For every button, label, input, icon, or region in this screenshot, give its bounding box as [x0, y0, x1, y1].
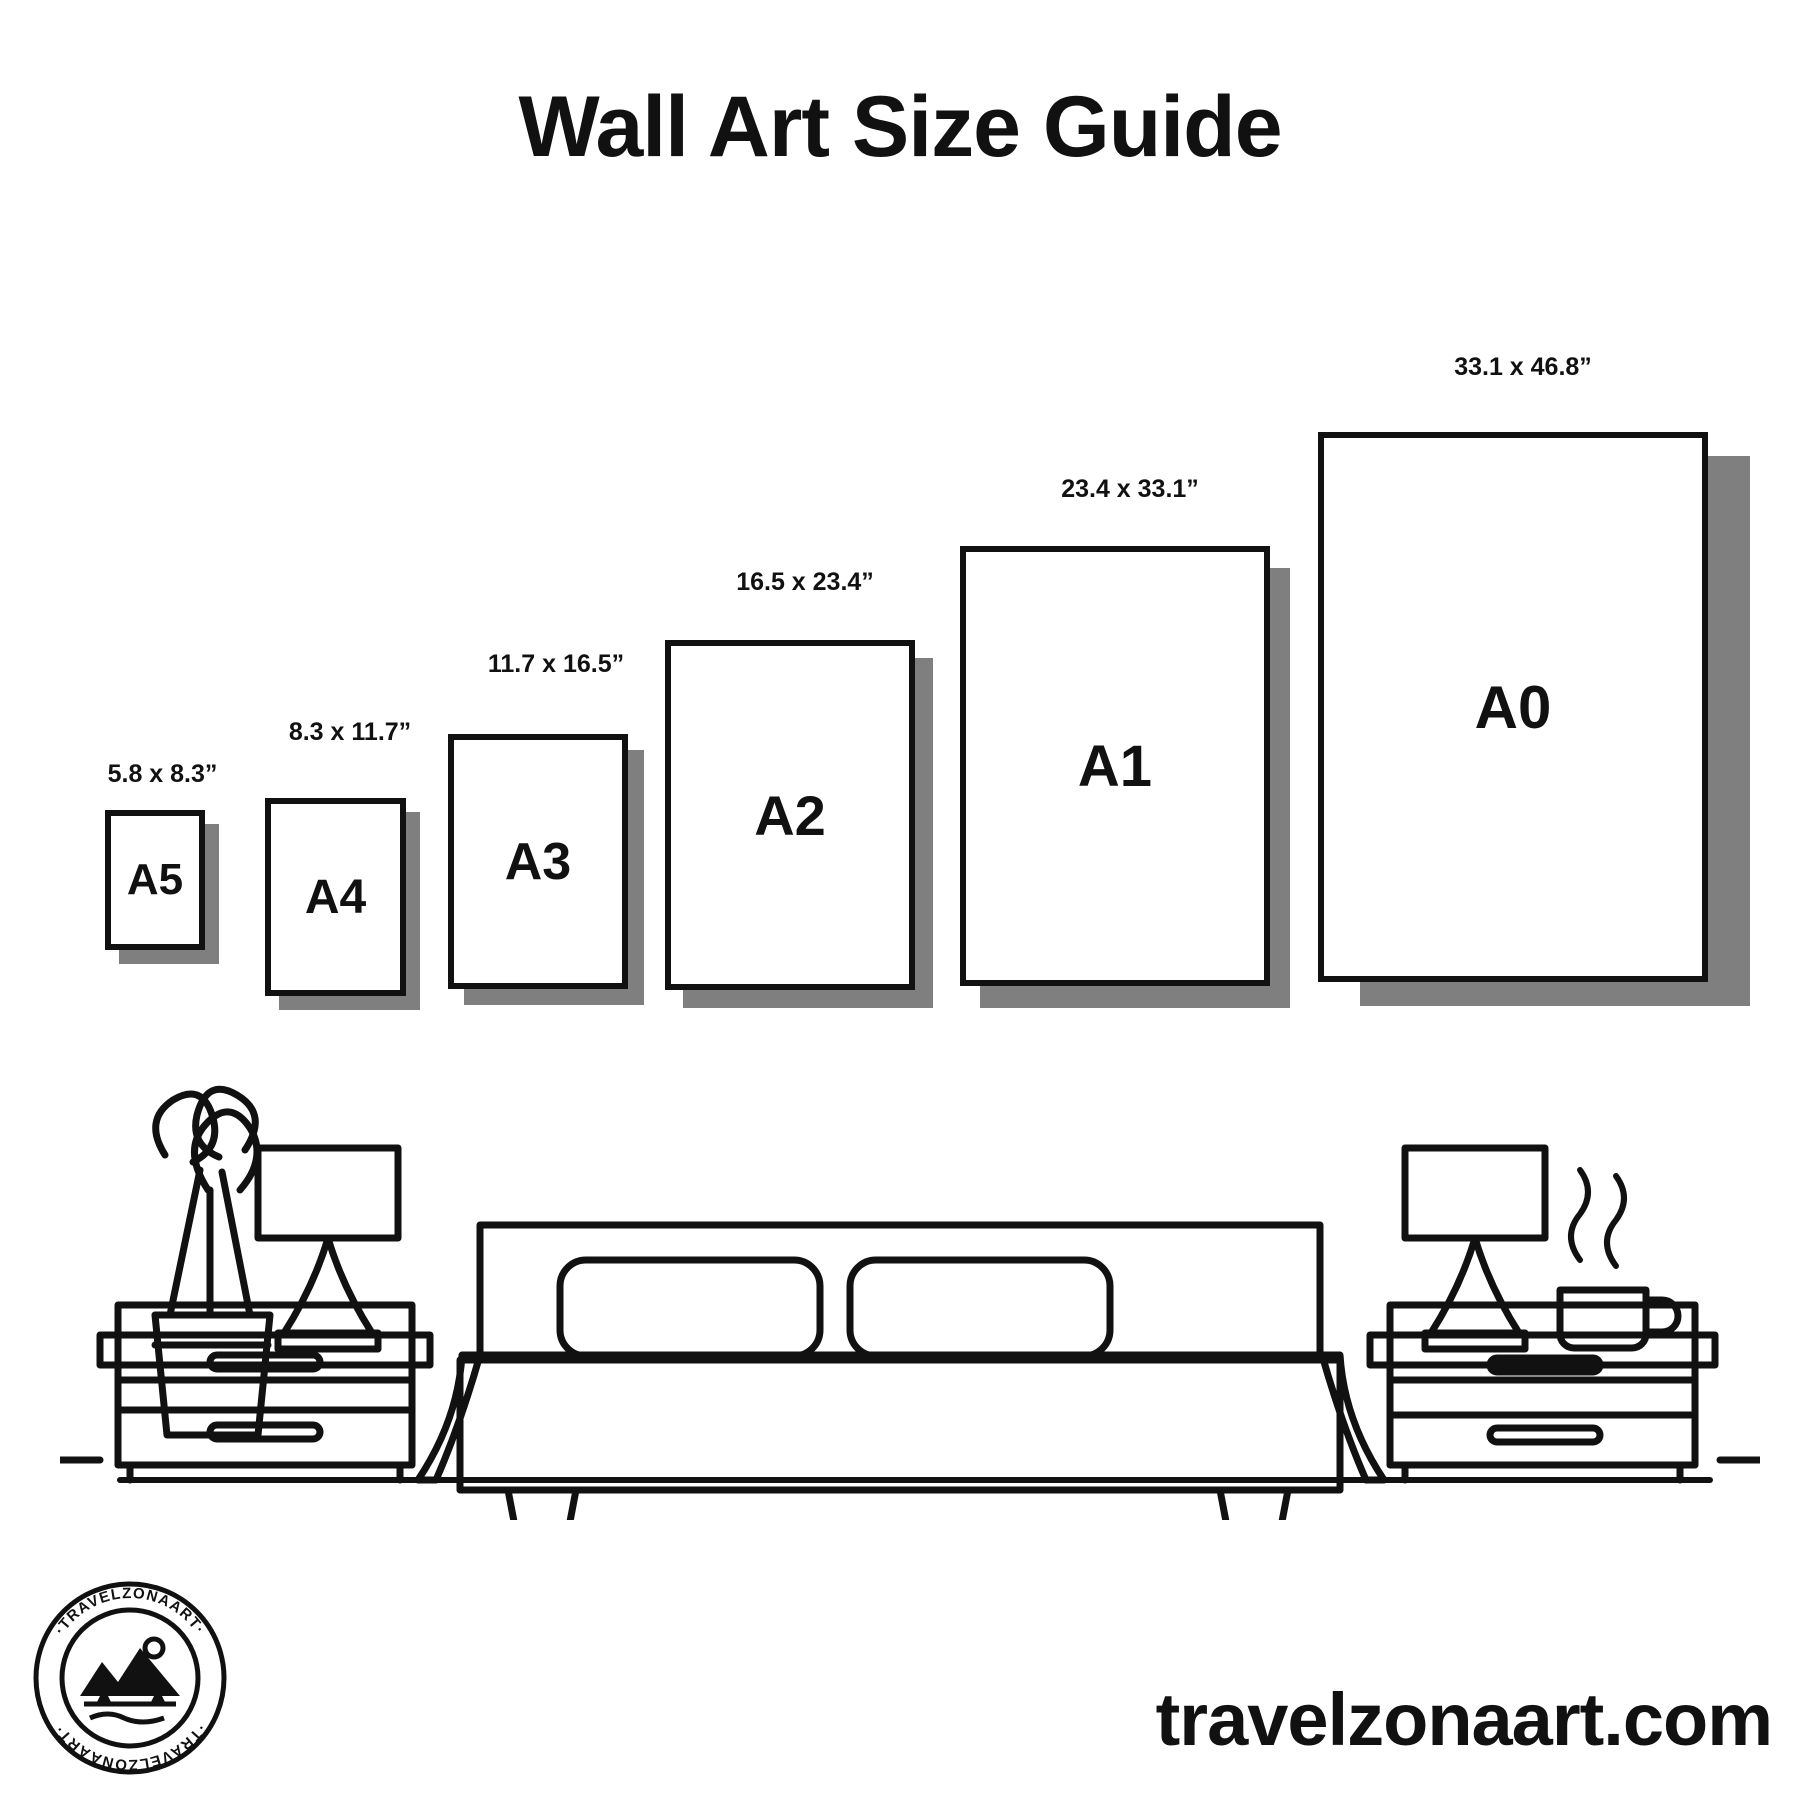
poster-group-a3[interactable]	[448, 650, 648, 990]
poster-dimensions-a5: 5.8 x 8.3”	[107, 760, 218, 788]
poster-label-a3: A3	[504, 832, 572, 891]
svg-text:·TRAVELZONAART·: ·TRAVELZONAART·	[50, 1720, 210, 1774]
poster-label-a4: A4	[304, 870, 367, 924]
blanket-right	[1322, 1355, 1384, 1480]
bed-with-headboard	[418, 1225, 1384, 1520]
pillow-right	[850, 1260, 1110, 1356]
poster-group-a0[interactable]	[1318, 353, 1738, 990]
website-url[interactable]: travelzonaart.com	[1155, 1678, 1772, 1761]
mattress	[460, 1360, 1340, 1490]
bed-leg-left	[508, 1490, 576, 1520]
poster-label-a1: A1	[1077, 733, 1153, 799]
poster-frame-a3[interactable]	[448, 734, 628, 989]
poster-group-a4[interactable]	[265, 718, 425, 990]
poster-dimensions-a1: 23.4 x 33.1”	[1061, 475, 1199, 503]
brand-logo[interactable]	[30, 1578, 230, 1778]
poster-dimensions-a2: 16.5 x 23.4”	[736, 568, 874, 596]
poster-size-row	[0, 290, 1800, 990]
poster-label-a0: A0	[1474, 673, 1552, 741]
bed-leg-right	[1220, 1490, 1288, 1520]
poster-group-a1[interactable]	[960, 475, 1295, 990]
poster-frame-a0[interactable]	[1318, 432, 1708, 982]
poster-dimensions-a4: 8.3 x 11.7”	[288, 718, 412, 746]
right-table-lamp	[1405, 1148, 1545, 1349]
pillow-left	[560, 1260, 820, 1356]
poster-dimensions-a0: 33.1 x 46.8”	[1454, 353, 1592, 381]
poster-frame-a1[interactable]	[960, 546, 1270, 986]
bedroom-scene	[60, 960, 1760, 1520]
poster-group-a2[interactable]	[665, 568, 937, 990]
poster-label-a5: A5	[126, 855, 184, 904]
poster-frame-a2[interactable]	[665, 640, 915, 990]
headboard	[480, 1225, 1320, 1355]
left-table-lamp	[258, 1148, 398, 1349]
svg-text:·TRAVELZONAART·: ·TRAVELZONAART·	[51, 1584, 209, 1638]
poster-dimensions-a3: 11.7 x 16.5”	[487, 650, 625, 678]
page-title: Wall Art Size Guide	[518, 79, 1282, 175]
poster-label-a2: A2	[754, 783, 826, 847]
coffee-cup	[1560, 1170, 1678, 1348]
blanket-left	[418, 1355, 480, 1480]
poster-frame-a5[interactable]	[105, 810, 205, 950]
